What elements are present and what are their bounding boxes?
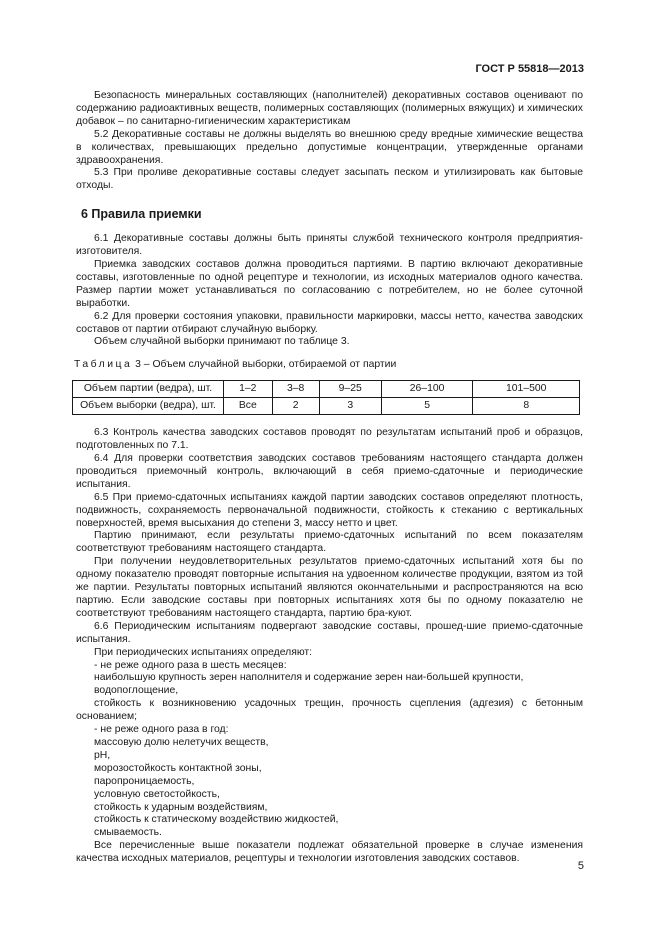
list-item: pH, [94,749,111,761]
page-number: 5 [577,860,584,872]
table-caption-text: 3 – Объем случайной выборки, отбираемой от партии [132,359,397,371]
table-cell: Объем выборки (ведра), шт. [73,398,224,415]
list-item: наибольшую крупность зерен наполнителя и содержание зерен наи-большей крупности, [94,672,524,684]
paragraph-final: Все перечисленные выше показатели подлежат обязательной проверке в случае изменения качества исходных материалов, рецептуры и технологии изготовления заводских составов. [76,840,583,865]
table-cell: Все [224,398,273,415]
list-item-wrap: стойкость к возникновению усадочных трещин, прочность сцепления (адгезия) с бетонным основанием; [76,698,583,723]
table-3-caption [74,359,583,372]
table-caption-word: Таблица [74,359,133,371]
paragraph-6-5: 6.5 При приемо-сдаточных испытаниях каждой партии заводских составов определяют плотность, подвижность, сохраняемость первоначальной подвижности, стойкость к стеканию с вертикальных поверхностей, время высыхания до степени 3, массу нетто и цвет. [76,491,583,529]
list-item: массовую долю нелетучих веществ, [94,736,269,748]
table-cell: 3 [319,398,381,415]
table-cell: 2 [272,398,319,415]
list-item: условную светостойкость, [94,788,220,800]
page-content [76,90,583,866]
section-6-title: 6 Правила приемки [81,207,202,222]
paragraph-6-6: 6.6 Периодическим испытаниям подвергают заводские составы, прошед-шие приемо-сдаточные испытания. [76,620,583,645]
list-item: паропроницаемость, [94,775,195,787]
periodic-six-months: - не реже одного раза в шесть месяцев: [94,659,287,671]
standard-header: ГОСТ Р 55818—2013 [475,63,584,75]
paragraph-6-1: 6.1 Декоративные составы должны быть приняты службой технического контроля предприятия-изготовителя. [76,233,583,258]
paragraph-6-2b: Объем случайной выборки принимают по таблице 3. [94,336,350,348]
table-cell: Объем партии (ведра), шт. [73,381,224,398]
list-item: водопоглощение, [94,685,179,697]
paragraph-5-1: Безопасность минеральных составляющих (наполнителей) декоративных составов оценивают по содержанию радиоактивных веществ, полимерных составляющих (полимерных вяжущих) и химических добавок – по санитарно-гигиеническим характеристикам [76,90,583,127]
paragraph-5-3: 5.3 При проливе декоративные составы следует засыпать песком и утилизировать как бытовые отходы. [76,167,583,192]
table-cell: 9–25 [319,381,381,398]
paragraph-6-5c: При получении неудовлетворительных результатов приемо-сдаточных испытаний хотя бы по одному показателю проводят повторные испытания на удвоенном количестве продукции, взятом из той же партии. Результаты повторных испытаний являются окончательными и распространяются на всю партию. Если заводские составы при повторных испытаниях хотя бы по одному показателю не соответствуют требованиям настоящего стандарта, партию бра-куют. [76,556,583,619]
table-row [73,381,580,398]
table-cell: 1–2 [224,381,273,398]
paragraph-6-3: 6.3 Контроль качества заводских составов проводят по результатам испытаний проб и образцов, подготовленных по 7.1. [76,427,583,452]
list-item: морозостойкость контактной зоны, [94,762,262,774]
list-item: стойкость к статическому воздействию жидкостей, [94,814,339,826]
paragraph-6-5b: Партию принимают, если результаты приемо-сдаточных испытаний по всем показателям соответствуют требованиям настоящего стандарта. [76,530,583,555]
table-row [73,398,580,415]
periodic-intro: При периодических испытаниях определяют: [94,646,313,658]
paragraph-6-1b: Приемка заводских составов должна проводиться партиями. В партию включают декоративные составы, изготовленные по одной рецептуре и технологии, из исходных материалов одного качества. Размер партии может устанавливаться по согласованию с потребителем, но не более суточной выработки. [76,258,583,309]
table-3 [72,380,580,415]
table-cell: 26–100 [381,381,473,398]
table-cell: 5 [381,398,473,415]
paragraph-6-2: 6.2 Для проверки состояния упаковки, правильности маркировки, массы нетто, качества заводских составов от партии отбирают случайную выборку. [76,310,583,335]
paragraph-5-2: 5.2 Декоративные составы не должны выделять во внешнюю среду вредные химические вещества в количествах, превышающих предельно допустимые концентрации, утвержденные органами здравоохранения. [76,128,583,166]
table-cell: 8 [473,398,580,415]
list-item: стойкость к ударным воздействиям, [94,801,268,813]
list-item: смываемость. [94,827,162,839]
table-cell: 3–8 [272,381,319,398]
table-cell: 101–500 [473,381,580,398]
periodic-yearly: - не реже одного раза в год: [94,724,229,736]
paragraph-6-4: 6.4 Для проверки соответствия заводских составов требованиям настоящего стандарта должен проводиться приемочный контроль, включающий в себя приемо-сдаточные и периодические испытания. [76,453,583,490]
